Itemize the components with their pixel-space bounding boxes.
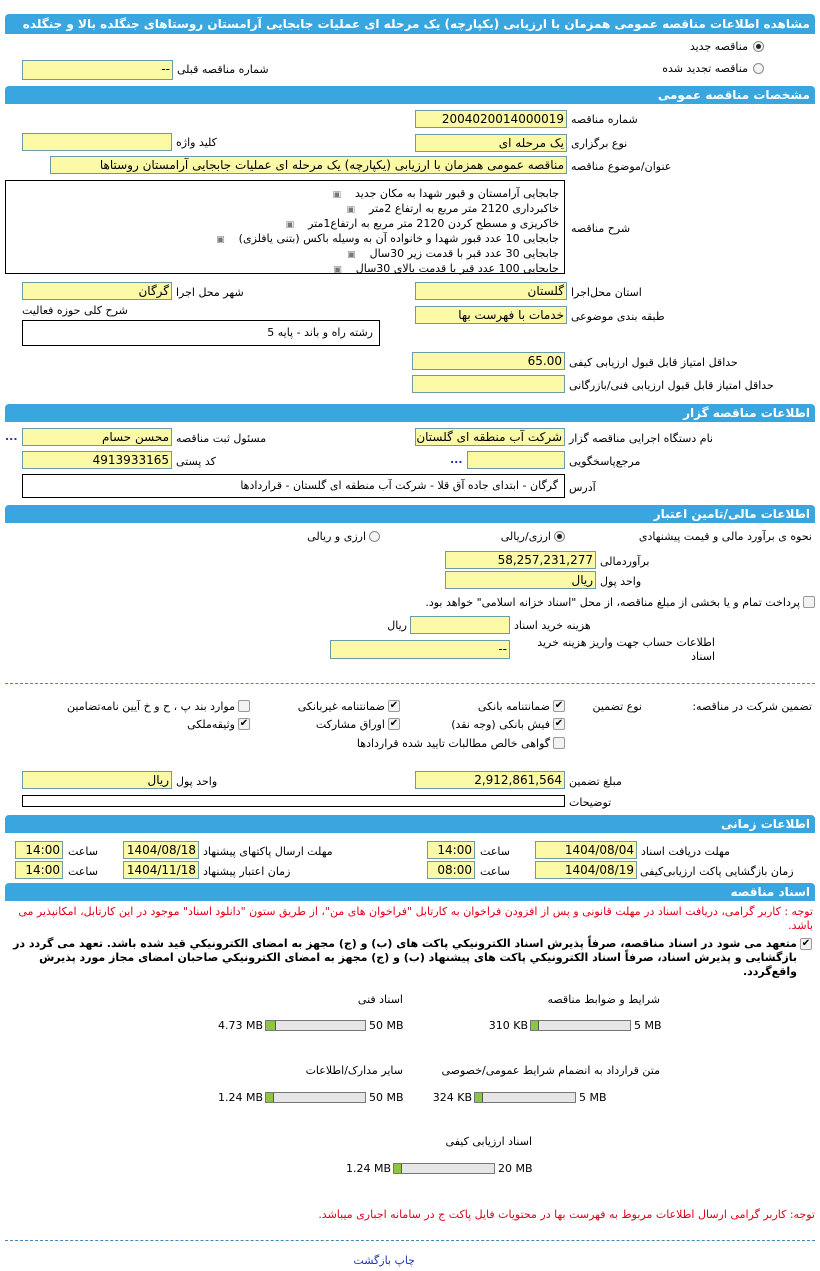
guarantee-option-label: وثیقه‌ملکی	[187, 718, 235, 731]
estimate-label: برآوردمالی	[600, 555, 650, 568]
description-item: جابجایی 10 عدد قبور شهدا و خانواده آن به وسیله باکس (بتنی یافلزی) ▣	[6, 232, 559, 247]
file-progress	[393, 1163, 495, 1174]
prev-number-field[interactable]: --	[22, 60, 173, 80]
footer-notice: توجه: کاربر گرامی ارسال اطلاعات مربوط به فهرست بها در محتویات فایل پاکت ج در سامانه اجباری میباشد.	[318, 1208, 815, 1221]
description-item: خاکریزی و مسطح کردن 2120 متر مربع به ارتفاع1متر ▣	[6, 217, 559, 232]
notes-label: توضیحات	[569, 796, 612, 809]
file-label: اسناد ارزیابی کیفی	[445, 1135, 532, 1148]
org-field[interactable]: شرکت آب منطقه ای گلستان	[415, 428, 565, 446]
radio-new-label: مناقصه جدید	[689, 40, 748, 53]
validity-date[interactable]: 1404/11/18	[123, 861, 199, 879]
tender-number-field[interactable]: 2004020014000019	[415, 110, 567, 128]
guarantee-checkbox[interactable]	[553, 737, 565, 749]
radio-rial-label: ارزی/ریالی	[500, 530, 551, 543]
commitment-checkbox[interactable]: ✔	[801, 938, 811, 949]
responsible-field[interactable]: محسن حسام	[22, 428, 172, 446]
subject-field[interactable]: مناقصه عمومی همزمان با ارزیابی (یکپارچه) یک مرحله ای عملیات جابجایی آرامستان روستاها	[50, 156, 567, 174]
file-progress	[265, 1092, 366, 1103]
print-back-link[interactable]: چاپ بازگشت	[353, 1254, 415, 1267]
doc-cost-field[interactable]	[410, 616, 510, 634]
description-label: شرح مناقصه	[571, 222, 631, 235]
opening-date[interactable]: 1404/08/19	[535, 861, 637, 879]
min-quality-label: حداقل امتیاز قابل قبول ارزیابی کیفی	[569, 356, 738, 369]
guarantee-option-label: موارد بند پ ، ح و خ آیین نامه‌تضامین	[67, 700, 235, 713]
divider	[5, 1240, 815, 1241]
description-item: جابجایی 30 عدد قبر با قدمت زیر 30سال ▣	[6, 247, 559, 262]
account-label: اطلاعات حساب جهت واریز هزینه خرید اسناد	[537, 636, 715, 663]
file-max: 5 MB	[634, 1019, 662, 1032]
estimate-method-label: نحوه ی برآورد مالی و قیمت پیشنهادی	[638, 530, 812, 543]
guarantee-amount-label: مبلغ تضمین	[569, 775, 622, 788]
radio-new-tender[interactable]	[753, 41, 764, 52]
doc-deadline-date[interactable]: 1404/08/04	[535, 841, 637, 859]
file-size: 310 KB	[488, 1019, 528, 1032]
guarantee-checkbox[interactable]: ✔	[554, 718, 564, 729]
radio-fx-rial[interactable]	[369, 531, 380, 542]
file-max: 50 MB	[369, 1019, 404, 1032]
section-finance	[5, 505, 815, 523]
description-item: خاکبرداری 2120 متر مربع به ارتفاع 2متر ▣	[6, 202, 559, 217]
radio-renewed-label: مناقصه تجدید شده	[662, 62, 748, 75]
section-docs-title: اسناد مناقصه	[730, 885, 810, 899]
section-organizer	[5, 404, 815, 422]
category-label: طبقه بندی موضوعی	[571, 310, 665, 323]
file-progress-fill	[266, 1021, 276, 1030]
address-label: آدرس	[569, 481, 596, 494]
min-tech-field[interactable]	[412, 375, 565, 393]
doc-deadline-time[interactable]: 14:00	[427, 841, 475, 859]
submit-time[interactable]: 14:00	[15, 841, 63, 859]
account-field[interactable]: --	[330, 640, 510, 659]
address-box: گرگان - ابتدای جاده آق قلا - شرکت آب منطقه ای گلستان - قراردادها	[22, 474, 565, 498]
file-progress	[265, 1020, 366, 1031]
commitment-text: متعهد می شود در اسناد مناقصه، صرفاً پذيرش اسناد الكترونيكي پاكت هاى (ب) و (ج) مجهز به امضاى الكترونيكي قيد شده باشد. تعهد می گردد در بازگشایی و پذیرش اسناد، صرفاً اسناد الكترونيكي پاكت هاى پیشنهاد (ب) و (ج) مجهز به امضاى الكترونيكي صاحبان امضاى مجاز مورد پذيرش واقع‌گردد.	[13, 937, 797, 978]
time-label: ساعت	[480, 865, 510, 878]
guarantee-checkbox[interactable]: ✔	[239, 718, 249, 729]
guarantee-amount-field[interactable]: 2,912,861,564	[415, 771, 565, 789]
treasury-checkbox[interactable]	[803, 596, 815, 608]
doc-deadline-label: مهلت دریافت اسناد	[641, 845, 730, 858]
postal-label: کد پستی	[176, 455, 216, 468]
guarantee-type-label: نوع تضمین	[592, 700, 642, 713]
guarantee-option-label: ضمانتنامه غیربانکی	[297, 700, 385, 713]
city-field[interactable]: گرگان	[22, 282, 172, 300]
org-label: نام دستگاه اجرایی مناقصه گزار	[569, 432, 713, 445]
postal-field[interactable]: 4913933165	[22, 451, 172, 469]
file-label: شرایط و ضوابط مناقصه	[547, 993, 660, 1006]
guarantee-checkbox[interactable]: ✔	[389, 700, 399, 711]
file-max: 20 MB	[498, 1162, 533, 1175]
guarantee-option-label: ضمانتنامه بانکی	[477, 700, 550, 713]
guarantee-checkbox[interactable]	[238, 700, 250, 712]
validity-time[interactable]: 14:00	[15, 861, 63, 879]
validity-label: زمان اعتبار پیشنهاد	[203, 865, 291, 878]
file-size: 4.73 MB	[217, 1019, 263, 1032]
prev-number-label: شماره مناقصه قبلی	[177, 63, 269, 76]
category-field[interactable]: خدمات با فهرست بها	[415, 306, 567, 324]
section-timing	[5, 815, 815, 833]
holding-type-field[interactable]: یک مرحله ای	[415, 134, 567, 152]
radio-rial[interactable]	[554, 531, 565, 542]
guarantee-checkbox[interactable]: ✔	[554, 700, 564, 711]
guarantee-option-label: فیش بانکی (وجه نقد)	[451, 718, 550, 731]
reference-field[interactable]	[467, 451, 565, 469]
file-label: متن قرارداد به انضمام شرایط عمومی/خصوصی	[441, 1064, 660, 1077]
page-title-text: مشاهده اطلاعات مناقصه عمومی همزمان با ارزیابی (یکپارچه) یک مرحله ای عملیات جابجایی آرامستان روستاهای جنگلده بالا و جنگلده پایین	[22, 17, 815, 51]
province-field[interactable]: گلستان	[415, 282, 567, 300]
city-label: شهر محل اجرا	[176, 286, 244, 299]
keyword-field[interactable]	[22, 133, 172, 151]
guarantee-currency-field[interactable]: ریال	[22, 771, 172, 789]
time-label: ساعت	[68, 865, 98, 878]
guarantee-option-label: گواهی خالص مطالبات تایید شده قراردادها	[356, 737, 550, 750]
section-organizer-title: اطلاعات مناقصه گزار	[683, 406, 810, 420]
guarantee-label: تضمین شرکت در مناقصه:	[692, 700, 812, 713]
doc-cost-label: هزینه خرید اسناد	[514, 619, 591, 632]
file-size: 1.24 MB	[217, 1091, 263, 1104]
tender-number-label: شماره مناقصه	[571, 113, 638, 126]
radio-fx-rial-label: ارزی و ریالی	[307, 530, 366, 543]
time-label: ساعت	[480, 845, 510, 858]
section-docs	[5, 883, 815, 901]
file-progress-fill	[531, 1021, 539, 1030]
opening-label: زمان بازگشایی پاکت ارزیابی‌کیفی	[640, 865, 794, 878]
guarantee-currency-label: واحد پول	[176, 775, 218, 788]
docs-notice: توجه : کاربر گرامی، دریافت اسناد در مهلت قانونی و پس از افزودن فراخوان به کارتابل "فراخوان های من"، از طریق ستون "دانلود اسناد" موجود در این کارتابل، امکانپذیر می باشد.	[18, 905, 813, 932]
file-size: 1.24 MB	[345, 1162, 391, 1175]
file-progress	[474, 1092, 576, 1103]
guarantee-option-label: اوراق مشارکت	[315, 718, 385, 731]
submit-date[interactable]: 1404/08/18	[123, 841, 199, 859]
file-progress-fill	[475, 1093, 483, 1102]
responsible-label: مسئول ثبت مناقصه	[176, 432, 267, 445]
responsible-more-button[interactable]: ...	[5, 430, 18, 443]
min-tech-label: حداقل امتیاز قابل قبول ارزیابی فنی/بازرگانی	[569, 379, 774, 392]
holding-type-label: نوع برگزاری	[571, 137, 628, 150]
divider	[5, 683, 815, 684]
submit-label: مهلت ارسال پاکتهای پیشنهاد	[203, 845, 333, 858]
doc-cost-unit: ریال	[387, 619, 407, 632]
file-progress-fill	[266, 1093, 274, 1102]
activity-label: شرح کلی حوزه فعالیت	[22, 304, 128, 317]
treasury-label: پرداخت تمام و یا بخشی از مبلغ مناقصه، از محل "اسناد خزانه اسلامی" خواهد بود.	[425, 596, 800, 609]
time-label: ساعت	[68, 845, 98, 858]
file-max: 50 MB	[369, 1091, 404, 1104]
reference-more-button[interactable]: ...	[450, 453, 463, 466]
subject-label: عنوان/موضوع مناقصه	[571, 160, 672, 173]
section-general	[5, 86, 815, 104]
min-quality-field[interactable]: 65.00	[412, 352, 565, 370]
file-size: 324 KB	[432, 1091, 472, 1104]
description-item: جابجایی آرامستان و قبور شهدا به مکان جدید ▣	[6, 187, 559, 202]
file-label: سایر مدارک/اطلاعات	[305, 1064, 403, 1077]
keyword-label: کلید واژه	[176, 136, 217, 149]
reference-label: مرجع‌پاسخگویی	[569, 455, 641, 468]
finance-currency-field[interactable]: ریال	[445, 571, 596, 589]
file-progress	[530, 1020, 631, 1031]
section-general-title: مشخصات مناقصه عمومی	[657, 88, 810, 102]
opening-time[interactable]: 08:00	[427, 861, 475, 879]
province-label: استان محل‌اجرا	[571, 286, 642, 299]
notes-box	[22, 795, 565, 807]
description-box	[5, 180, 565, 274]
estimate-field[interactable]: 58,257,231,277	[445, 551, 596, 569]
finance-currency-label: واحد پول	[600, 575, 642, 588]
file-label: اسناد فنی	[357, 993, 403, 1006]
radio-renewed-tender[interactable]	[753, 63, 764, 74]
section-finance-title: اطلاعات مالی/تامین اعتبار	[653, 507, 810, 521]
section-timing-title: اطلاعات زمانی	[721, 817, 810, 831]
activity-box: رشته راه و باند - پایه 5	[22, 320, 380, 346]
guarantee-checkbox[interactable]: ✔	[389, 718, 399, 729]
file-progress-fill	[394, 1164, 402, 1173]
file-max: 5 MB	[579, 1091, 607, 1104]
description-item: جابجایی 100 عدد قبر با قدمت بالای 30سال ▣	[6, 262, 559, 277]
